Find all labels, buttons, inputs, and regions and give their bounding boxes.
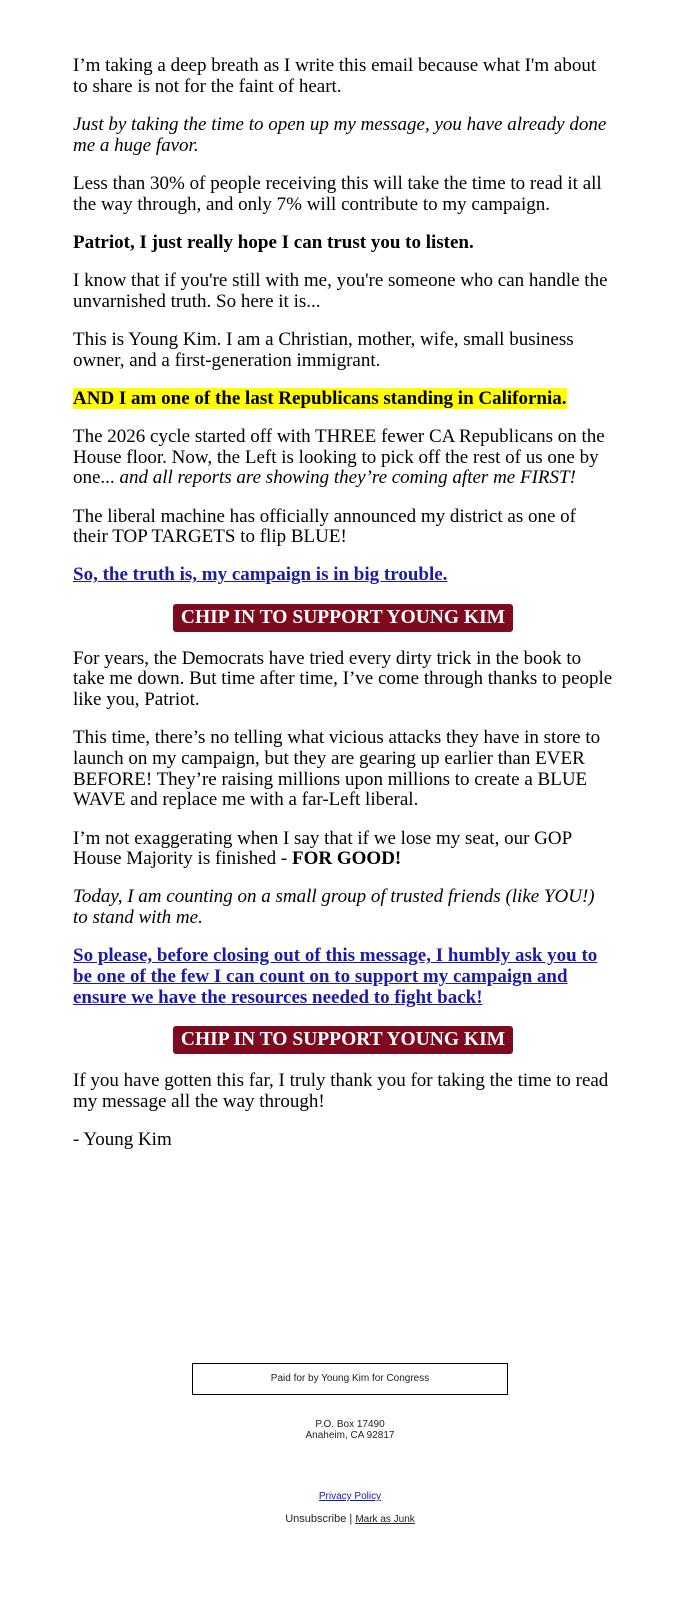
separator: |	[349, 1513, 353, 1525]
address-line: Anaheim, CA 92817	[305, 1430, 395, 1441]
privacy-policy-link[interactable]: Privacy Policy	[318, 1491, 382, 1502]
paragraph: Today, I am counting on a small group of trusted friends (like YOU!) to stand with me.	[73, 886, 595, 929]
donate-link[interactable]: So, the truth is, my campaign is in big trouble.	[73, 564, 448, 586]
paragraph: Less than 30% of people receiving this will take the time to read it all the way through, and only 7% will contribute to my campaign.	[73, 172, 602, 215]
paragraph: This is Young Kim. I am a Christian, mother, wife, small business owner, and a first-generation immigrant.	[73, 328, 574, 371]
italic-text: and all reports are showing they’re coming after me FIRST!	[119, 467, 576, 489]
paragraph: If you have gotten this far, I truly thank you for taking the time to read my message all the way through!	[73, 1070, 609, 1112]
text: The 2026 cycle started off with THREE fewer CA Republicans on the House floor. Now, the Left is looking to pick off the rest of us one by one...	[73, 425, 605, 489]
cta-wrapper	[73, 1026, 613, 1054]
paragraph: This time, there’s no telling what vicious attacks they have in store to launch on my campaign, but they are gearing up earlier than EVER BEFORE! They’re raising millions upon millions to create a BLUE WAVE and replace me with a far-Left liberal.	[73, 727, 601, 811]
bold-text: FOR GOOD!	[292, 848, 402, 870]
paid-for-box: Paid for by Young Kim for Congress	[192, 1363, 508, 1395]
signature: - Young Kim	[73, 1128, 172, 1150]
paragraph: For years, the Democrats have tried every dirty trick in the book to take me down. But time after time, I’ve come through thanks to people like you, Patriot.	[73, 647, 613, 711]
paragraph: Just by taking the time to open up my message, you have already done me a huge favor.	[73, 113, 607, 156]
paragraph: I know that if you're still with me, you're someone who can handle the unvarnished truth. So here it is...	[73, 269, 608, 312]
mark-as-junk-link[interactable]: Mark as Junk	[355, 1514, 415, 1525]
email-body	[73, 56, 613, 1168]
unsubscribe-link[interactable]: Unsubscribe	[285, 1513, 347, 1525]
donate-link[interactable]: So please, before closing out of this message, I humbly ask you to be one of the few I can count on to support my campaign and ensure we have the resources needed to fight back!	[73, 945, 598, 1008]
text: I’m not exaggerating when I say that if we lose my seat, our GOP House Majority is finished -	[73, 827, 572, 870]
cta-wrapper	[73, 604, 613, 632]
paragraph	[73, 829, 613, 870]
footer	[0, 1363, 700, 1525]
privacy-row	[0, 1491, 700, 1502]
highlight-text: AND I am one of the last Republicans standing in California.	[73, 387, 567, 409]
unsubscribe-row	[0, 1513, 700, 1525]
address	[0, 1419, 700, 1441]
chip-in-button[interactable]: CHIP IN TO SUPPORT YOUNG KIM	[173, 1026, 513, 1054]
chip-in-button[interactable]: CHIP IN TO SUPPORT YOUNG KIM	[173, 604, 513, 632]
link-paragraph	[73, 565, 613, 586]
paragraph: Patriot, I just really hope I can trust you to listen.	[73, 231, 474, 253]
address-line: P.O. Box 17490	[315, 1419, 385, 1430]
paragraph	[73, 427, 613, 489]
paragraph: The liberal machine has officially announced my district as one of their TOP TARGETS to flip BLUE!	[73, 505, 576, 548]
highlighted-paragraph	[73, 389, 613, 410]
link-paragraph	[73, 946, 613, 1008]
paragraph: I’m taking a deep breath as I write this email because what I'm about to share is not for the faint of heart.	[73, 55, 597, 97]
